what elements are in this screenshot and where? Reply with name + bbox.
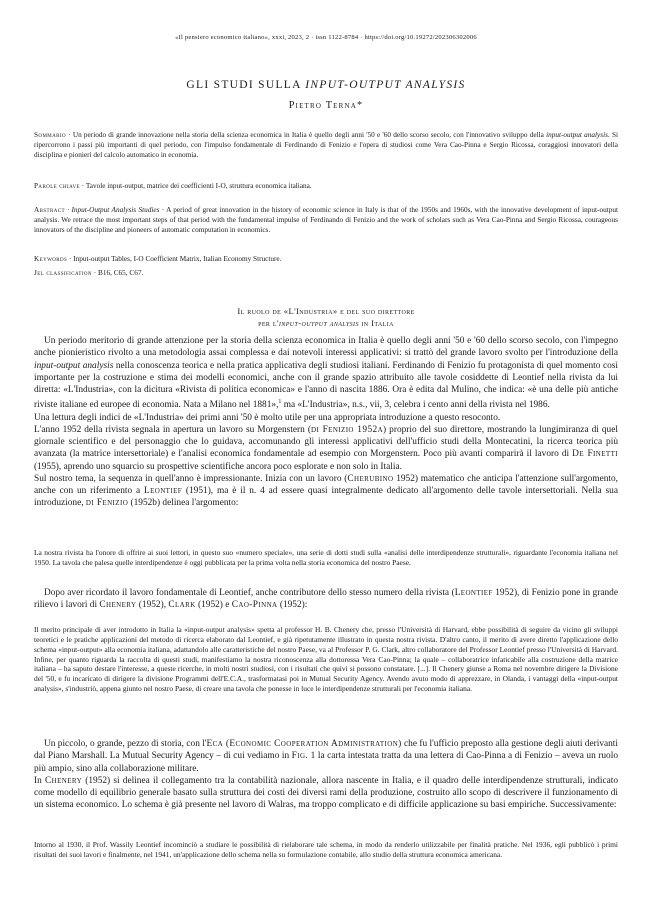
citation: di Fenizio 1952a xyxy=(310,424,384,435)
citation: Cao-Pinna xyxy=(231,600,278,611)
section-line2-a: per l' xyxy=(258,318,279,328)
text-run: L'anno 1952 della rivista segnala in apertura un lavoro su Morgenstern ( xyxy=(34,424,311,435)
section-heading-line2 xyxy=(34,317,618,329)
section-heading xyxy=(34,305,618,329)
abstract-label: Abstract xyxy=(34,206,65,214)
paragraph xyxy=(34,473,618,510)
article-author xyxy=(34,100,618,111)
author-name: Pietro Terna xyxy=(288,100,358,111)
text-run: ma «L'Industria», n.s., vii, 3, celebra i cento anni della rivista nel 1986. xyxy=(281,400,550,411)
text-run: Un piccolo, o grande, pezzo di storia, con l' xyxy=(44,739,207,749)
sommario-text-2: . Si ripercorrono i passi più importanti di quel periodo, con l'impulso fondamentale di Ferdinando di Fenizio e l'opera di studiosi come Vera Cao-Pinna e Sergio Ricossa, coraggiosi innovatori della disciplina e pionieri del calcolo automatico in economia. xyxy=(34,131,618,159)
sommario-text-1: · Un periodo di grande innovazione nella storia della scienza economica in Italia è quello degli anni '50 e '60 dello scorso secolo, con l'innovativo sviluppo della xyxy=(65,131,547,139)
text-run: (1955), aprendo uno squarcio su prospettive scientifiche ancora poco esplorate e non solo in Italia. xyxy=(34,461,402,472)
citation: Cherubino xyxy=(347,473,394,484)
text-run: (1952b) delinea l'argomento: xyxy=(128,498,239,509)
citation: Clark xyxy=(168,600,196,611)
text-run: (1952), xyxy=(136,600,169,611)
author-footnote-mark: * xyxy=(357,100,364,111)
text-run: (1952) e xyxy=(195,600,232,611)
text-run: 1952), di Fenizio pone in grande rilievo i lavori di xyxy=(34,588,618,611)
paragraph xyxy=(34,412,618,424)
text-run: Dopo aver ricordato il lavoro fondamentale di Leontief, anche contributore dello stesso numero della rivista ( xyxy=(44,588,455,598)
block-quote-1: La nostra rivista ha l'onore di offrire ai suoi lettori, in questo suo «numero speciale», una serie di dotti studi sulla «analisi delle interdipendenze strutturali», riguardante l'economia italiana nel 1950. La tavola che palesa quelle interdipendenze è oggi pubblicata per la prima volta nella storia economica del nostro Paese. xyxy=(34,548,618,567)
section-heading-line1: Il ruolo de «L'Industria» e del suo direttore xyxy=(237,306,415,316)
abstract-text: · A period of great innovation in the history of economic science in Italy is that of the 1950s and 1960s, with the innovative development of input-output analysis. We retrace the most important steps of that period with the fundamental impulse of Ferdinando di Fenizio and the work of scholars such as Vera Cao-Pinna and Sergio Ricossa, courageous innovators of the discipline and pioneers of automatic computation in economics. xyxy=(34,206,618,234)
article-title-plain: GLI STUDI SULLA xyxy=(186,79,306,91)
keywords-text: · Input-output Tables, I-O Coefficient Matrix, Italian Economy Structure. xyxy=(67,255,282,263)
sommario-label: Sommario xyxy=(34,131,66,139)
parole-chiave-label: Parole chiave xyxy=(34,182,80,190)
text-run: 1 la carta intestata tratta da una lettera di Cao-Pinna a di Fenizio – aveva un ruolo più ampio, sino alla collaborazione militare. xyxy=(34,751,618,774)
keywords-label: Keywords xyxy=(34,255,68,263)
citation: di Fenizio xyxy=(85,498,129,509)
block-quote-3: Intorno al 1930, il Prof. Wassily Leontief incominciò a studiare le possibilità di rielaborare tale schema, in modo da renderlo utilizzabile per finalità pratiche. Nel 1936, egli pubblicò i primi risultati dei suoi lavori e finalmente, nel 1941, un'applicazione dello schema nella su formulazione contabile, allo studio della struttura economica americana. xyxy=(34,840,618,859)
paragraph xyxy=(34,775,618,812)
footnote-ref[interactable]: 1 xyxy=(278,399,282,406)
section-line2-italic: input-output analysis xyxy=(278,318,359,328)
text-run: (1952) si delinea il collegamento tra la contabilità nazionale, allora nascente in Italia, e il quadro delle interdipendenze strutturali, indicato come modello di equilibrio generale basato sulla struttura dei costi dei diversi rami della produzione, costruito allo scopo di descrivere il funzionamento di un sistema economico. Lo schema è già presente nel lavoro di Walras, ma troppo complicato e di difficile applicazione su basi empiriche. Successivamente: xyxy=(34,775,619,811)
paragraph xyxy=(34,424,618,473)
text-run: 1952) matematico che anticipa l'attenzione sull'argomento, anche con un riferimento a xyxy=(34,473,618,497)
text-run: Una lettura degli indici de «L'Industria» dei primi anni '50 è molto utile per una appropriata introduzione a questo resoconto. xyxy=(34,412,501,423)
block-quote-2: Il merito principale di aver introdotto in Italia la «input-output analysis» spetta al professor H. B. Chenery che, presso l'Università di Harvard, ebbe possibilità di seguire da vicino gli sviluppi teoretici e le pratiche applicazioni del metodo di ricerca elaborato dal Leontief, e già ripetutamente illustrato in questa nostra rivista. D'altro canto, il merito di avere diretto l'applicazione dello schema «input-output» alla economia italiana, adattandolo alle caratteristiche del nostro Paese, va al Professor P. G. Clark, altro collaboratore del Professor Leontief presso l'Università di Harvard. Infine, per quanto riguarda la raccolta di questi studi, manifestiamo la nostra riconoscenza alla dottoressa Vera Cao-Pinna; la quale – collaboratrice infaticabile alla costruzione della matrice italiana – ha saputo destare l'interesse, a queste ricerche, in molti nostri studiosi, con i risultati che quivi si possono constatare. [...]. Il Chenery giunse a Roma nel novembre dirigere la Divisione del '50, e fu incaricato di dirigere la divisione Programmi dell'E.C.A., trasformatasi poi in Mutual Security Agency. Avendo avuto modo di apprezzare, in Olanda, i vantaggi della «input-output analysis», s'industriò, appena giunto nel nostro Paese, di creare una tavola che ponesse in luce le interdipendenze strutturali per l'economia italiana. xyxy=(34,625,618,694)
text-run-italic: input-output analysis xyxy=(34,360,114,371)
text-run: ) proprio del suo direttore, mostrando la lungimiranza di quel giornale scientifico e del personaggio che lo guidava, accomunando gli interessi applicativi dell'ufficio studi della Montecatini, la ricerca teorica più avanzata (la matrice intersettoriale) e l'analisi economica fondamentale ad esempio con Morgenstern. Poco più avanti comparirà il lavoro di xyxy=(34,424,618,460)
article-title-italic: INPUT-OUTPUT ANALYSIS xyxy=(305,79,466,91)
citation: Eca (Economic Cooperation Administration) xyxy=(206,739,402,749)
article-title xyxy=(34,79,618,91)
text-run: In xyxy=(34,775,45,786)
paragraph xyxy=(34,335,618,412)
sommario xyxy=(34,131,618,160)
text-run: Un periodo meritorio di grande attenzione per la storia della scienza economica in Italia è quello degli anni '50 e '60 dello scorso secolo, con l'impegno anche pionieristico rivolto a una metodologia assai complessa e dai notevoli interessi applicativi: si trattò del grande lavoro svolto per l'introduzione della xyxy=(34,336,618,359)
body-text-1 xyxy=(34,335,618,510)
text-run: (1952): xyxy=(277,600,308,611)
text-run: Sul nostro tema, la sequenza in quell'anno è impressionante. Inizia con un lavoro ( xyxy=(34,473,348,484)
running-head: «Il pensiero economico italiano», xxxi, 2023, 2 · issn 1122-8784 · https://doi.org/10.19272/202306302006 xyxy=(175,34,477,41)
citation: Chenery xyxy=(45,775,83,786)
abstract xyxy=(34,206,618,235)
text-run: nella conoscenza teorica e nella pratica applicativa degli studiosi italiani. Ferdinando di Fenizio fu protagonista di quel momento così importante per la costruzione e stima dei modelli economici, anche con il grande spazio attribuito alle tavole cosiddette di Leontief nella rivista da lui diretta: «L'Industria», con la dicitura «Rivista di politica economica» e l'anno di nascita 1886. Ora è edita dal Mulino, che indica: «è una delle più antiche riviste italiane ed europee di economia. Nata a Milano nel 1881», xyxy=(34,360,618,411)
jel-classification xyxy=(34,269,618,279)
paragraph xyxy=(34,587,618,612)
text-run: (1951), ma è il n. 4 ad essere quasi integralmente dedicato all'argomento delle tavole intersettoriali. Nella sua introduzione, xyxy=(34,486,618,509)
parole-chiave-text: · Tavole input-output, matrice dei coefficienti I-O, struttura economica italiana. xyxy=(79,182,312,190)
sommario-text-italic: input-output analysis xyxy=(546,131,608,139)
paragraph xyxy=(34,738,618,775)
figure-ref[interactable]: Fig. xyxy=(291,751,309,762)
citation: Leontief xyxy=(143,486,183,497)
parole-chiave xyxy=(34,182,618,192)
section-line2-b: in Italia xyxy=(358,318,394,328)
body-text-2 xyxy=(34,587,618,612)
keywords xyxy=(34,255,618,265)
text-run: che fu l'ufficio preposto alla gestione degli aiuti derivanti dal Piano Marshall. La Mutual Security Agency – di cui vediamo in xyxy=(34,739,619,762)
citation: Leontief xyxy=(454,588,493,598)
citation: De Finetti xyxy=(572,449,618,460)
abstract-title-italic: · Input-Output Analysis Studies xyxy=(64,206,160,214)
citation: Chenery xyxy=(99,600,137,611)
body-text-3 xyxy=(34,738,618,812)
jel-label: Jel classification xyxy=(34,269,92,277)
jel-text: · B16, C65, C67. xyxy=(91,269,144,277)
